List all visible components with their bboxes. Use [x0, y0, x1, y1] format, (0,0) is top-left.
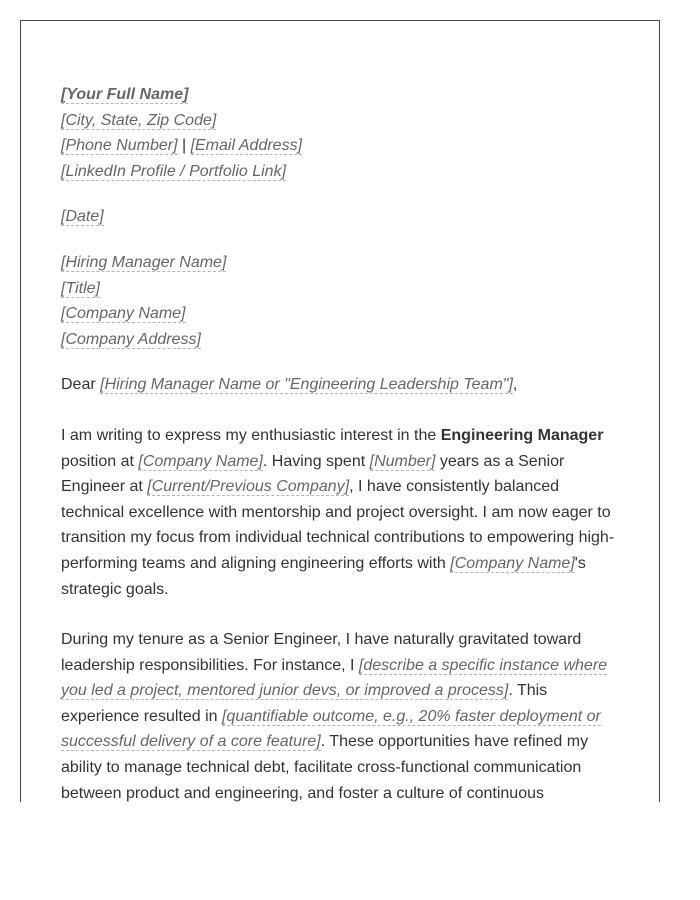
date-placeholder: [Date] [61, 208, 104, 226]
salutation [61, 372, 621, 398]
company-address-placeholder: [Company Address] [61, 330, 201, 348]
paragraph-text: I am writing to express my enthusiastic interest in the [61, 426, 441, 444]
linkedin-placeholder: [LinkedIn Profile / Portfolio Link] [61, 162, 287, 180]
contact-separator: | [177, 137, 191, 155]
paragraph-leadership [61, 627, 621, 802]
salutation-dear: Dear [61, 376, 101, 394]
salutation-name-placeholder: [Hiring Manager Name or "Engineering Leadership Team"] [100, 376, 513, 394]
paragraph-text: During my tenure as a Senior Engineer, I have naturally gravitated toward leadership responsibilities. For instance, I [61, 631, 582, 674]
paragraph-text: , I have consistently balanced technical excellence with mentorship and project oversight. I am now eager to transition my focus from individual technical contributions to empowering high-performing teams and aligning engineering efforts with [61, 478, 615, 572]
salutation-comma: , [512, 376, 518, 394]
sender-block [61, 82, 621, 184]
number-placeholder: [Number] [369, 452, 436, 470]
instance-placeholder: [describe a specific instance where you led a project, mentored junior devs, or improved a process] [61, 656, 608, 700]
email-placeholder: [Email Address] [190, 137, 303, 155]
document-page [20, 20, 660, 802]
company-name-placeholder: [Company Name] [61, 305, 186, 323]
paragraph-text: . This experience resulted in [61, 682, 548, 725]
paragraph-text: position at [61, 452, 139, 470]
paragraph-intro [61, 423, 621, 602]
hiring-manager-placeholder: [Hiring Manager Name] [61, 253, 227, 271]
paragraph-text: . These opportunities have refined my ability to manage technical debt, facilitate cross-functional communication between product and engineering, and foster a culture of continuous [61, 733, 589, 802]
company-name-placeholder: [Company Name] [450, 554, 575, 572]
current-company-placeholder: [Current/Previous Company] [147, 478, 350, 496]
letter-body [61, 82, 621, 802]
city-state-zip-placeholder: [City, State, Zip Code] [61, 111, 217, 129]
outcome-placeholder: [quantifiable outcome, e.g., 20% faster deployment or successful delivery of a core feature] [61, 707, 601, 751]
paragraph-text: years as a Senior Engineer at [61, 452, 565, 496]
title-placeholder: [Title] [61, 279, 100, 297]
full-name-placeholder: [Your Full Name] [61, 86, 189, 103]
paragraph-text: 's strategic goals. [61, 554, 586, 598]
recipient-block [61, 250, 621, 352]
date-block [61, 204, 621, 230]
phone-placeholder: [Phone Number] [61, 137, 178, 155]
role-title: Engineering Manager [440, 426, 604, 444]
paragraph-text: . Having spent [262, 452, 370, 470]
company-name-placeholder: [Company Name] [138, 452, 263, 470]
